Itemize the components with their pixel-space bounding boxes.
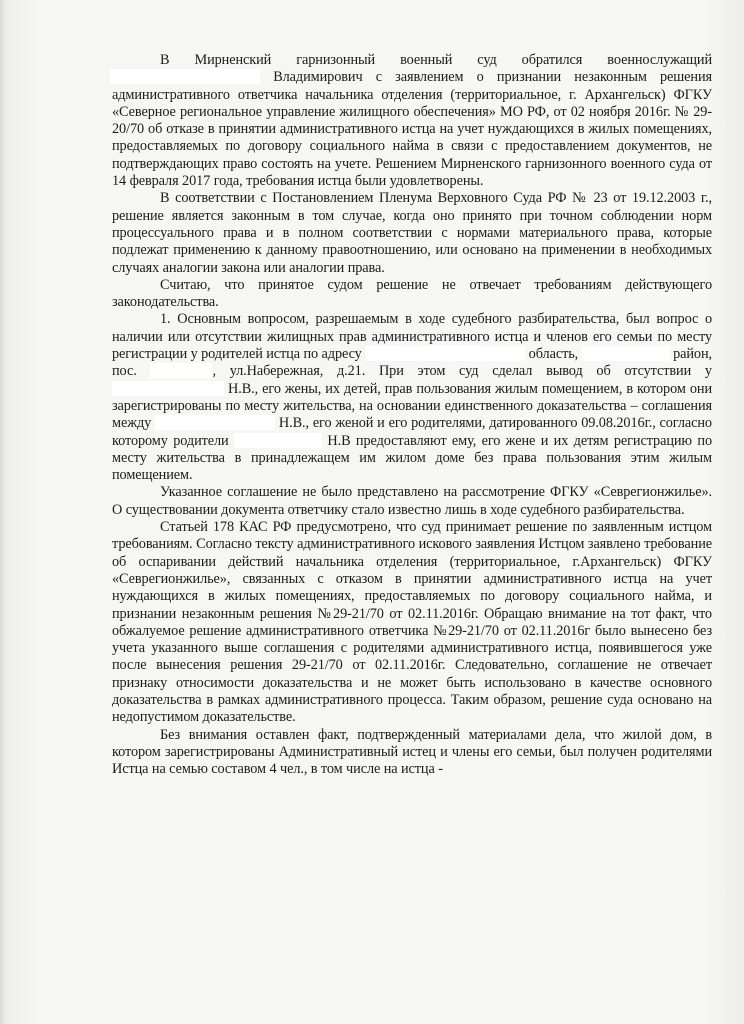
paragraph-plenum-ruling: В соответствии с Постановлением Пленума Верховного Суда РФ № 23 от 19.12.2003 г., решение является законным в том случае, когда оно принято при точном соблюдении норм процессуального права и в полном соответствии с нормами материального права, которые подлежат применению к данному правоотношению, или основано на применении в необходимых случаях аналогии закона или аналогии права. <box>112 190 712 276</box>
redacted-surname <box>234 433 322 448</box>
redacted-address <box>365 346 525 361</box>
paragraph-article-178: Статьей 178 КАС РФ предусмотрено, что суд принимает решение по заявленным истцом требованиям. Согласно тексту административного искового заявления Истцом заявлено требование об оспаривании действий начальника отделения (территориальное, г.Архангельск) ФГКУ «Севрегионжилье», связанных с отказом в принятии административного истца на учет нуждающихся в жилых помещениях, предоставляемых по договору социального найма, и признании незаконным решения №29-21/70 от 02.11.2016г. Обращаю внимание на тот факт, что обжалуемое решение административного ответчика №29-21/70 от 02.11.2016г было вынесено без учета указанного выше соглашения с родителями административного истца, появившегося уже после вынесения решения 29-21/70 от 02.11.2016г. Следовательно, соглашение не отвечает признаку относимости доказательства и не может быть использовано в качестве основного доказательства в рамках административного процесса. Таким образом, решение суда основано на недопустимом доказательстве. <box>112 519 712 726</box>
redacted-surname <box>155 415 275 430</box>
page-edge-shadow <box>0 0 6 1024</box>
paragraph-agreement-note: Указанное соглашение не было представлено на рассмотрение ФГКУ «Севрегионжилье». О существовании документа ответчику стало известно лишь в ходе судебного разбирательства. <box>112 484 712 518</box>
redacted-settlement <box>150 363 212 378</box>
redacted-surname <box>112 381 224 396</box>
paragraph-opinion: Считаю, что принятое судом решение не отвечает требованиям действующего законодательства. <box>112 276 712 311</box>
redacted-name <box>110 69 260 84</box>
document-body <box>112 52 712 778</box>
redacted-district <box>582 346 670 361</box>
paragraph-claim: В Мирненский гарнизонный военный суд обратился военнослужащий Владимирович с заявлением о признании незаконным решения административного ответчика начальника отделения (территориальное, г. Архангельск) ФГКУ «Северное региональное управление жилищного обеспечения» МО РФ, от 02 ноября 2016г. № 29-20/70 об отказе в принятии административного истца на учет нуждающихся в жилых помещениях, предоставляемых по договору социального найма в связи с предоставлением документов, не подтверждающих право состоять на учете. Решением Мирненского гарнизонного военного суда от 14 февраля 2017 года, требования истца были удовлетворены. <box>112 52 712 190</box>
paragraph-house-fact: Без внимания оставлен факт, подтвержденный материалами дела, что жилой дом, в котором зарегистрированы Административный истец и члены его семьи, был получен родителями Истца на семью составом 4 чел., в том числе на истца - <box>112 726 712 778</box>
paragraph-point-one: 1. Основным вопросом, разрешаемым в ходе судебного разбирательства, был вопрос о наличии или отсутствии жилищных прав административного истца и членов его семьи по месту регистрации у родителей истца по адресу область, район, пос. , ул.Набережная, д.21. При этом суд сделал вывод об отсутствии у Н.В., его жены, их детей, прав пользования жилым помещением, в котором они зарегистрированы по месту жительства, на основании единственного доказательства – соглашения между Н.В., его женой и его родителями, датированного 09.08.2016г., согласно которому родители Н.В предоставляют ему, его жене и их детям регистрацию по месту жительства в принадлежащем им жилом доме без права пользования этим жилым помещением. <box>112 311 712 484</box>
